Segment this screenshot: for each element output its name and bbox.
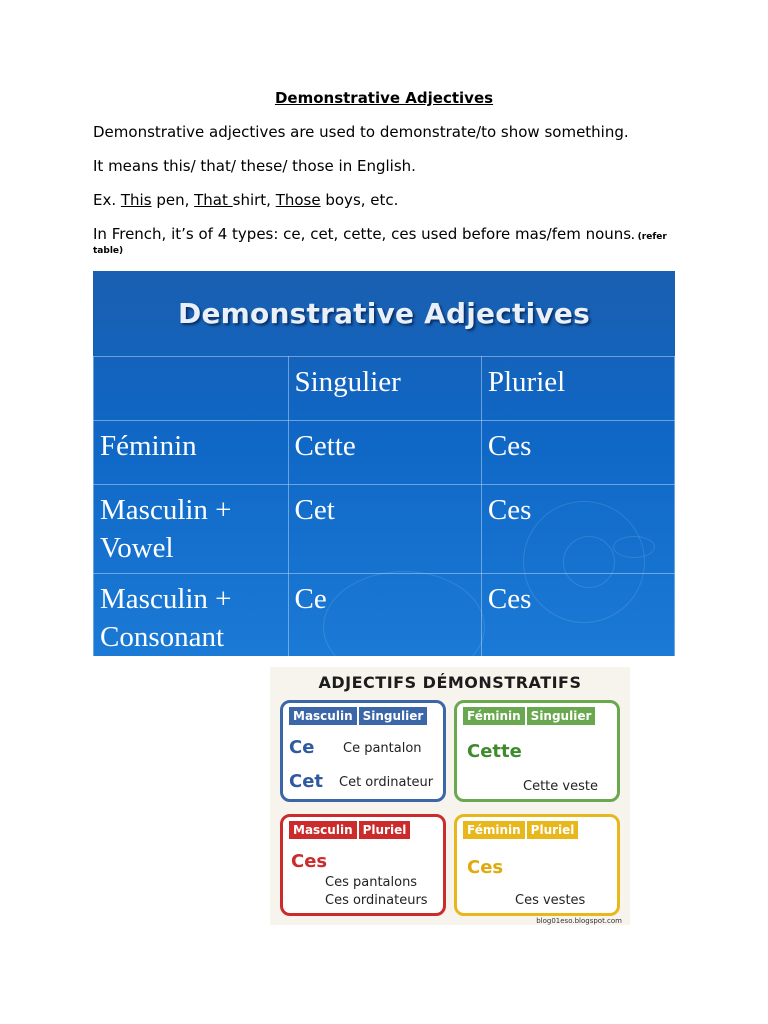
card-example: Ces vestes bbox=[515, 893, 586, 908]
table-row bbox=[94, 485, 675, 574]
header-cell-empty bbox=[94, 357, 289, 421]
paragraph-french-types bbox=[93, 225, 667, 243]
row-label: Masculin + Consonant bbox=[94, 574, 289, 657]
row-label: Féminin bbox=[94, 421, 289, 485]
row-plural: Ces bbox=[481, 485, 674, 574]
adjectifs-infographic bbox=[270, 667, 630, 925]
card-header bbox=[289, 821, 412, 839]
card-example: Ces ordinateurs bbox=[325, 893, 428, 908]
example-word-that: That bbox=[194, 191, 233, 209]
refer-note-continued: table) bbox=[93, 246, 124, 256]
card-big-word: Cette bbox=[467, 741, 522, 762]
document-title: Demonstrative Adjectives bbox=[274, 89, 494, 107]
row-plural: Ces bbox=[481, 421, 674, 485]
table-row bbox=[94, 574, 675, 657]
card-header bbox=[289, 707, 429, 725]
card-gender-tag: Féminin bbox=[463, 707, 525, 725]
card-header bbox=[463, 821, 580, 839]
card-gender-tag: Masculin bbox=[289, 821, 357, 839]
table-title: Demonstrative Adjectives bbox=[178, 297, 590, 330]
card-big-word: Cet bbox=[289, 771, 324, 792]
demonstrative-table-image bbox=[93, 271, 675, 656]
card-big-word: Ces bbox=[467, 857, 504, 878]
paragraph-definition: Demonstrative adjectives are used to demonstrate/to show something. bbox=[93, 123, 629, 141]
card-masculin-pluriel bbox=[280, 814, 446, 916]
card-number-tag: Singulier bbox=[527, 707, 596, 725]
card-big-word: Ce bbox=[289, 737, 315, 758]
image-credit: blog01eso.blogspot.com bbox=[536, 917, 622, 925]
card-masculin-singulier bbox=[280, 700, 446, 802]
french-types-dot: . bbox=[631, 232, 635, 242]
card-gender-tag: Féminin bbox=[463, 821, 525, 839]
paragraph-english-meaning: It means this/ that/ these/ those in English. bbox=[93, 157, 416, 175]
card-gender-tag: Masculin bbox=[289, 707, 357, 725]
infographic-title: ADJECTIFS DÉMONSTRATIFS bbox=[318, 673, 582, 692]
card-example: Ces pantalons bbox=[325, 875, 418, 890]
header-cell-pluriel: Pluriel bbox=[481, 357, 674, 421]
card-example: Cet ordinateur bbox=[339, 775, 434, 790]
header-cell-singulier: Singulier bbox=[288, 357, 481, 421]
example-text: boys, etc. bbox=[320, 191, 399, 209]
adjective-table bbox=[93, 356, 675, 656]
refer-note: (refer bbox=[634, 232, 667, 242]
card-number-tag: Pluriel bbox=[359, 821, 411, 839]
paragraph-examples bbox=[93, 191, 398, 209]
card-number-tag: Singulier bbox=[359, 707, 428, 725]
card-feminin-pluriel bbox=[454, 814, 620, 916]
row-singular: Cette bbox=[288, 421, 481, 485]
card-number-tag: Pluriel bbox=[527, 821, 579, 839]
french-types-text: In French, it’s of 4 types: ce, cet, cette, ces used before mas/fem nouns bbox=[93, 225, 632, 243]
card-header bbox=[463, 707, 597, 725]
card-example: Cette veste bbox=[523, 779, 598, 794]
example-text: pen, bbox=[151, 191, 195, 209]
row-singular: Ce bbox=[288, 574, 481, 657]
table-header-row bbox=[94, 357, 675, 421]
example-text: shirt, bbox=[232, 191, 276, 209]
row-label: Masculin + Vowel bbox=[94, 485, 289, 574]
table-row bbox=[94, 421, 675, 485]
example-word-this: This bbox=[120, 191, 152, 209]
row-singular: Cet bbox=[288, 485, 481, 574]
card-feminin-singulier bbox=[454, 700, 620, 802]
example-word-those: Those bbox=[275, 191, 321, 209]
row-plural: Ces bbox=[481, 574, 674, 657]
card-big-word: Ces bbox=[291, 851, 328, 872]
example-prefix: Ex. bbox=[93, 191, 121, 209]
card-example: Ce pantalon bbox=[343, 741, 422, 756]
